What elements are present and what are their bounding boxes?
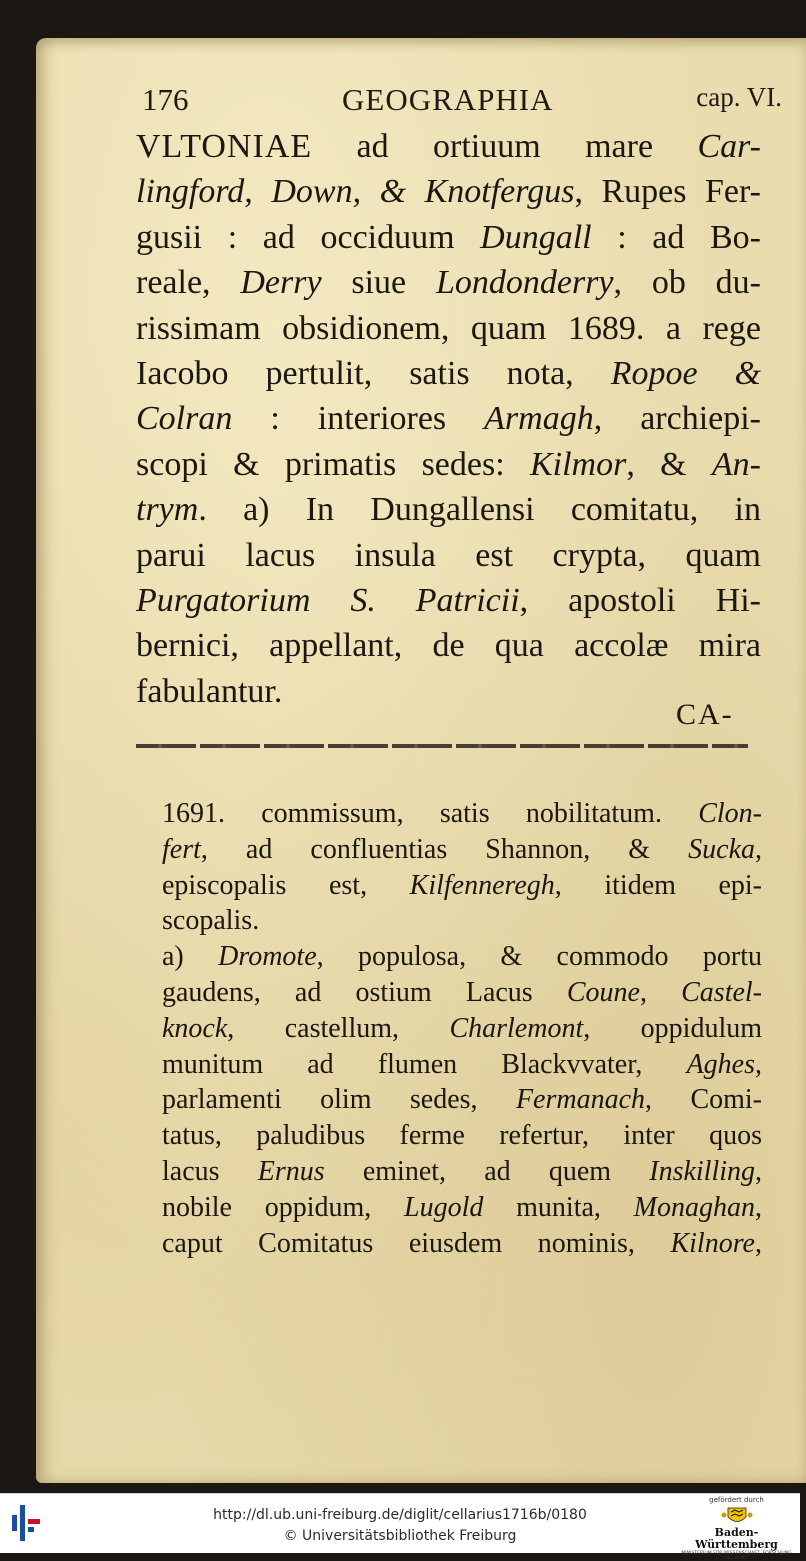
text-line: gusii : ad occiduum Dungall : ad Bo- — [136, 218, 761, 256]
text-line: fabulantur. — [136, 672, 283, 710]
text-line: trym. a) In Dungallensi comitatu, in — [136, 491, 761, 529]
note-line: caput Comitatus eiusdem nominis, Kilnore, — [162, 1227, 762, 1259]
footnotes-block — [162, 796, 762, 1261]
note-line: lacus Ernus eminet, ad quem Inskilling, — [162, 1155, 763, 1187]
text-line: lingford, Down, & Knotfergus, Rupes Fer- — [136, 173, 761, 211]
note-line: gaudens, ad ostium Lacus Coune, Castel- — [162, 976, 763, 1008]
viewer-footer — [0, 1493, 800, 1561]
text-line: Purgatorium S. Patricii, apostoli Hi- — [136, 582, 761, 620]
page-number: 176 — [142, 82, 189, 117]
main-text-block — [136, 124, 761, 714]
text-line: reale, Derry siue Londonderry, ob du- — [136, 264, 761, 302]
sponsor-name: Baden-Württemberg — [695, 1526, 778, 1551]
text-line: VLTONIAE ad ortiuum mare Car- — [136, 128, 761, 165]
note-line: tatus, paludibus ferme refertur, inter quos — [162, 1120, 762, 1152]
note-line: munitum ad flumen Blackvvater, Aghes, — [162, 1048, 762, 1080]
permalink-url[interactable]: http://dl.ub.uni-freiburg.de/diglit/cellarius1716b/0180 — [213, 1507, 587, 1523]
sponsor-label: gefördert durch — [709, 1496, 764, 1504]
note-line: fert, ad confluentias Shannon, & Sucka, — [162, 833, 762, 865]
note-line: knock, castellum, Charlemont, oppidulum — [162, 1012, 762, 1044]
book-page — [36, 38, 806, 1483]
text-line: bernici, appellant, de qua accolæ mira — [136, 627, 761, 665]
coat-of-arms-icon — [720, 1505, 754, 1527]
text-line: rissimam obsidionem, quam 1689. a rege — [136, 309, 761, 347]
text-line: Colran : interiores Armagh, archiepi- — [136, 400, 762, 438]
chapter-reference: cap. VI. — [696, 82, 782, 112]
note-line: nobile oppidum, Lugold munita, Monaghan, — [162, 1191, 762, 1223]
copyright-notice: © Universitätsbibliothek Freiburg — [283, 1528, 517, 1544]
catchword: CA- — [676, 698, 734, 731]
note-line: 1691. commissum, satis nobilitatum. Clon- — [162, 798, 762, 829]
note-line: parlamenti olim sedes, Fermanach, Comi- — [162, 1084, 762, 1116]
note-line: a) Dromote, populosa, & commodo portu — [162, 941, 762, 973]
note-line: scopalis. — [162, 905, 260, 937]
text-line: scopi & primatis sedes: Kilmor, & An- — [136, 445, 761, 483]
footnote-rule — [136, 744, 748, 748]
ministry-name: MINISTERIUM FÜR WISSENSCHAFT, FORSCHUNG UND KUNST — [681, 1551, 792, 1561]
running-head — [142, 82, 782, 122]
text-line: parui lacus insula est crypta, quam — [136, 536, 761, 574]
text-line: Iacobo pertulit, satis nota, Ropoe & — [136, 355, 761, 393]
note-line: episcopalis est, Kilfenneregh, itidem epi- — [162, 869, 762, 901]
running-title: GEOGRAPHIA — [342, 82, 554, 117]
baden-wuerttemberg-logo[interactable] — [679, 1496, 794, 1561]
